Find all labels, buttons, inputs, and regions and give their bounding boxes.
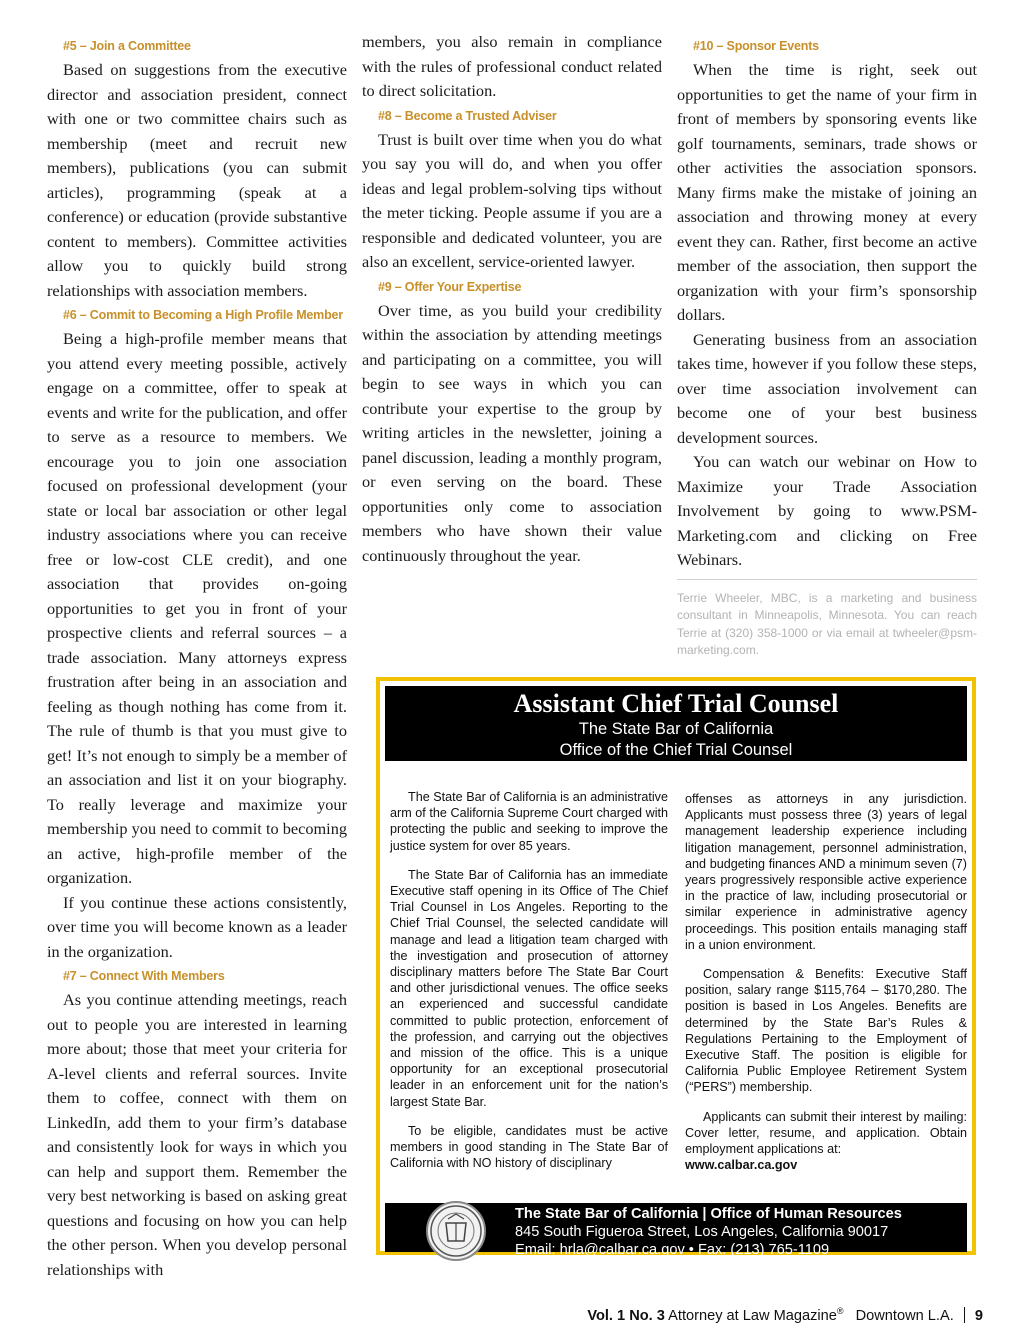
ad-paragraph-opening: The State Bar of California has an immediate Executive staff opening in its Office of The Chief Trial Counsel in Los Angeles. Reporting to the Chief Trial Counsel, the selected candidate will manage and lead a litigation team charged with the investigation and prosecution of attorney disciplinary matters before The State Bar Court and other jurisdictional venues. The office seeks an experienced and successful candidate committed to public protection, enforcement of the profession, and carrying out the objectives and mission of the office. This is a unique opportunity for an exceptional prosecutorial leader in an enforcement unit for the nation’s largest State Bar. [390,867,668,1109]
ad-paragraph-apply: Applicants can submit their interest by mailing: Cover letter, resume, and application. Obtain employment applications at: [685,1109,967,1157]
ad-column-right [685,791,967,1173]
paragraph-connect-members: As you continue attending meetings, reach out to people you are interested in learning more about; those that meet your criteria for A-level clients and referral sources. Invite them to coffee, connect with them on LinkedIn, add them to your firm’s database and consistently look for ways in which you can help and support them. Remember the very best networking is based on asking great questions and focusing on how you can help the other person. When you develop personal relationships with [47,990,347,1279]
paragraph-offer-expertise: Over time, as you build your credibility within the association by attending meetings and participating on a committee, you will begin to see ways in which you can contribute your expertise to the group by writing articles in the newsletter, joining a panel discussion, leading a monthly program, or even serving on the board. These opportunities only come to association members who have shown their value continuously throughout the year. [362,300,662,565]
heading-high-profile-member: #6 – Commit to Becoming a High Profile Member [63,308,343,322]
heading-connect-members: #7 – Connect With Members [63,969,225,983]
edition-name: Downtown L.A. [855,1307,954,1324]
ad-salary [385,761,967,782]
ad-paragraph-compensation: Compensation & Benefits: Executive Staff position, salary range $115,764 – $170,280. The position is based in Los Angeles. Benefits are determined by the State Bar’s Rules & Regulations Pertaining to the Employment of Executive Staff. The position is eligible for California Public Employee Retirement System (“PERS”) membership. [685,967,967,1095]
job-advertisement [376,677,976,1258]
ad-contact [515,1205,902,1259]
magazine-name: Attorney at Law Magazine [668,1307,837,1324]
paragraph-generating-business: Generating business from an association takes time, however if you follow these steps, over time association involvement can become one of your best business development sources. [677,329,977,447]
footer-divider [964,1307,965,1323]
ad-header [385,686,967,780]
ad-contact-address: 845 South Figueroa Street, Los Angeles, California 90017 [515,1224,889,1240]
ad-contact-email-fax: Email: hrla@calbar.ca.gov • Fax: (213) 765-1109 [515,1242,830,1258]
column-1 [47,34,347,1282]
ad-organization: The State Bar of California [578,720,774,738]
author-bio: Terrie Wheeler, MBC, is a marketing and business consultant in Minneapolis, Minnesota. You can reach Terrie at (320) 358-1000 or via email at twheeler@psm-marketing.com. [677,579,977,660]
paragraph-leader: If you continue these actions consistently, over time you will become known as a leader in the organization. [47,892,347,961]
column-3 [677,34,977,660]
page-footer [587,1306,983,1324]
ad-paragraph-about: The State Bar of California is an administrative arm of the California Supreme Court charged with protecting the public and seeking to improve the justice system for over 85 years. [390,790,668,853]
paragraph-trusted-adviser: Trust is built over time when you do what you say you will do, and when you offer ideas and legal problem-solving tips without the meter ticking. People assume if you are a responsible and dedicated volunteer, you are also an excellent, service-oriented lawyer. [362,129,662,271]
volume-number: Vol. 1 No. 3 [587,1307,665,1324]
paragraph-sponsor-events: When the time is right, seek out opportunities to get the name of your firm in front of members by sponsoring events like golf tournaments, seminars, trade shows or other activities the association sponsors. Many firms make the mistake of joining an association and throwing money at every event they can. Rather, first become an active member of the association, then support the organization with your firm’s sponsorship dollars. [677,60,977,324]
heading-sponsor-events: #10 – Sponsor Events [693,39,819,53]
salary-value: $115,764 – $170,280 DOE [630,762,826,780]
salary-label: Salary Range [526,762,626,780]
heading-join-committee: #5 – Join a Committee [63,39,191,53]
paragraph-compliance: members, you also remain in compliance with the rules of professional conduct related to direct solicitation. [362,32,662,100]
paragraph-high-profile-member: Being a high-profile member means that you attend every meeting possible, actively engage on a committee, offer to speak at events and write for the publication, and offer to serve as a resource to members. We encourage you to join one association focused on professional development (your state or local bar association or other legal industry associations where you can receive free or low-cost CLE credit), and one association that provides on-going opportunities to get you in front of your prospective clients and referral sources – a trade association. Many attorneys express frustration after being in an association and feeling as though nothing has come from it. The rule of thumb is that you must give to get! It’s not enough to simply be a member of an association and list it on your biography. To really leverage and maximize your membership you need to commit to becoming an active, high-profile member of the organization. [47,329,347,887]
ad-contact-office: The State Bar of California | Office of Human Resources [515,1206,902,1222]
ad-office: Office of the Chief Trial Counsel [559,741,793,759]
state-bar-seal-icon [426,1201,486,1261]
ad-title: Assistant Chief Trial Counsel [513,689,839,718]
heading-offer-expertise: #9 – Offer Your Expertise [378,279,522,294]
registered-mark: ® [836,1306,844,1316]
column-2 [362,30,662,568]
ad-column-left [390,789,668,1184]
paragraph-join-committee: Based on suggestions from the executive director and association president, connect with one or two committee chairs such as membership (meet and recruit new members), publications (you can submit articles), programming (speak at a conference) or education (provide substantive content to members). Committee activities allow you to quickly build strong relationships with association members. [47,60,347,300]
heading-trusted-adviser: #8 – Become a Trusted Adviser [378,108,557,123]
ad-paragraph-requirements: offenses as attorneys in any jurisdiction. Applicants must possess three (3) years of legal management leadership experience including litigation management, personnel administration, and budgeting finances AND a minimum seven (7) years progressively responsible active experience in the practice of law, including prosecutorial or similar experience in administrative agency proceedings. This position entails managing staff in a union environment. [685,792,967,952]
ad-website-link[interactable]: www.calbar.ca.gov [685,1158,798,1173]
ad-paragraph-eligibility: To be eligible, candidates must be active members in good standing in The State Bar of California with NO history of disciplinary [390,1123,668,1171]
paragraph-webinar: You can watch our webinar on How to Maximize your Trade Association Involvement by going to www.PSM-Marketing.com and clicking on Free Webinars. [677,452,977,569]
page-number: 9 [974,1307,983,1324]
